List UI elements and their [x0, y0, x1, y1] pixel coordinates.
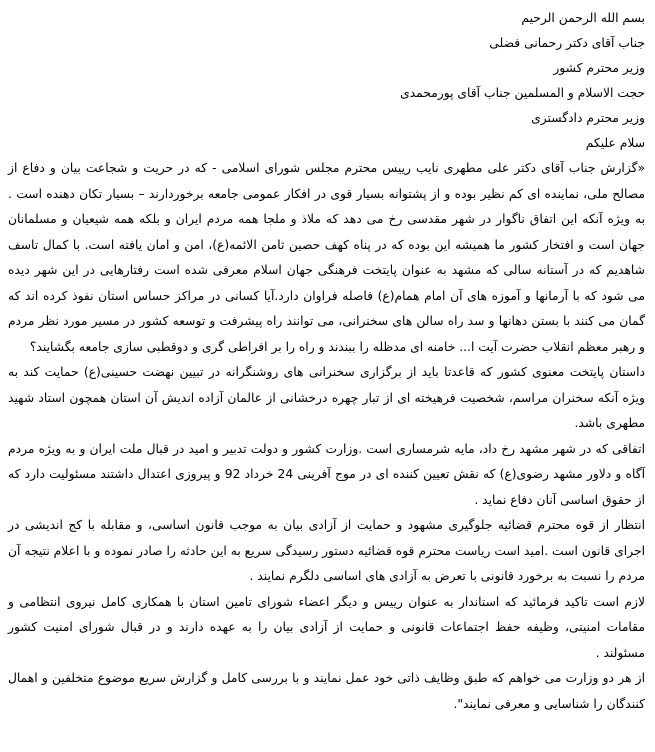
body-paragraph-4: انتظار از قوه محترم قضائیه جلوگیری مشهود و حمایت از آزادی بیان به موجب قانون اساسی، و مقابله با کج اندیشی در اجرای قانون است .امید است ریاست محترم قوه قضائیه دستور رسیدگی سریع به این حادثه را صادر نموده و با اعلام نتیجه آن مردم را نسبت به برخورد قانونی با تعرض به آزادی های اساسی دلگرم نمایند . [8, 518, 645, 583]
recipient-name-justice-minister: حجت الاسلام و المسلمین جناب آقای پورمحمدی [400, 86, 645, 100]
recipient-title-justice-minister: وزیر محترم دادگستری [531, 111, 645, 125]
greeting: سلام علیکم [585, 136, 645, 150]
body-paragraph-6: از هر دو وزارت می خواهم که طبق وظایف ذاتی خود عمل نمایند و با بررسی کامل و گزارش سریع موضوع متخلفین و اهمال کنندگان را شناسایی و معرفی نمایند". [8, 671, 645, 711]
body-paragraph-1: «گزارش جناب آقای دکتر علی مطهری نایب رییس محترم مجلس شورای اسلامی - که در حریت و شجاعت بیان و دفاع از مصالح ملی، نماینده ای کم نظیر بوده و از پشتوانه بسیار قوی در افکار عمومی جامعه برخوردارند – بسیار تکان دهنده است . به ویژه آنکه این اتفاق ناگوار در شهر مقدسی رخ می دهد که ملاذ و ملجا همه مردم ایران و بلکه همه شیعیان و مسلمانان جهان است و افتخار کشور ما همیشه این بوده که در پناه کهف حصین ثامن الائمه(ع)، امن و امان یافته است. با کمال تاسف شاهدیم که در آستانه سالی که مشهد به عنوان پایتخت فرهنگی جهان اسلام معرفی شده است رفتارهایی در این شهر دیده می شود که با آرمانها و آموزه های آن امام همام(ع) فاصله فراوان دارد.آیا کسانی در مراکز حساس استان نفوذ کرده اند که گمان می کنند با بستن دهانها و سد راه سالن های سخنرانی، می توانند راه پیشرفت و توسعه کشور در مسیر مورد نظر مردم و رهبر معظم انقلاب حضرت آیت ا... خامنه ای مدظله را ببندند و راه را بر افراطی گری و دوقطبی سازی جامعه بگشایند؟ [8, 161, 645, 354]
recipient-name-interior-minister: جناب آقای دکتر رحمانی فضلی [489, 36, 645, 50]
recipient-title-interior-minister: وزیر محترم کشور [553, 61, 645, 75]
basmala: بسم الله الرحمن الرحیم [521, 11, 645, 25]
body-paragraph-2: داستان پایتخت معنوی کشور که قاعدتا باید از برگزاری سخنرانی های روشنگرانه در تبیین نهضت حسینی(ع) حمایت کند به ویژه آنکه سخنران مراسم، شخصیت فرهیخته ای از تبار چهره درخشانی از عالمان آزاده اندیش آن استان همچون استاد شهید مطهری باشد. [8, 365, 645, 430]
body-paragraph-3: اتفاقی که در شهر مشهد رخ داد، مایه شرمساری است .وزارت کشور و دولت تدبیر و امید در قبال ملت ایران و به ویژه مردم آگاه و دلاور مشهد رضوی(ع) که نقش تعیین کننده ای در موج آفرینی 24 خرداد 92 و پیروزی اعتدال داشتند مسئولیت دارد که از حقوق اساسی آنان دفاع نماید . [8, 441, 646, 507]
body-paragraph-5: لازم است تاکید فرمائید که استاندار به عنوان رییس و دیگر اعضاء شورای تامین استان با همکاری کامل نیروی انتظامی و مقامات امنیتی، وظیفه حفظ اجتماعات قانونی و حمایت از آزادی بیان را به عهده دارند و در قبال شورای امنیت کشور مسئولند . [8, 594, 645, 660]
